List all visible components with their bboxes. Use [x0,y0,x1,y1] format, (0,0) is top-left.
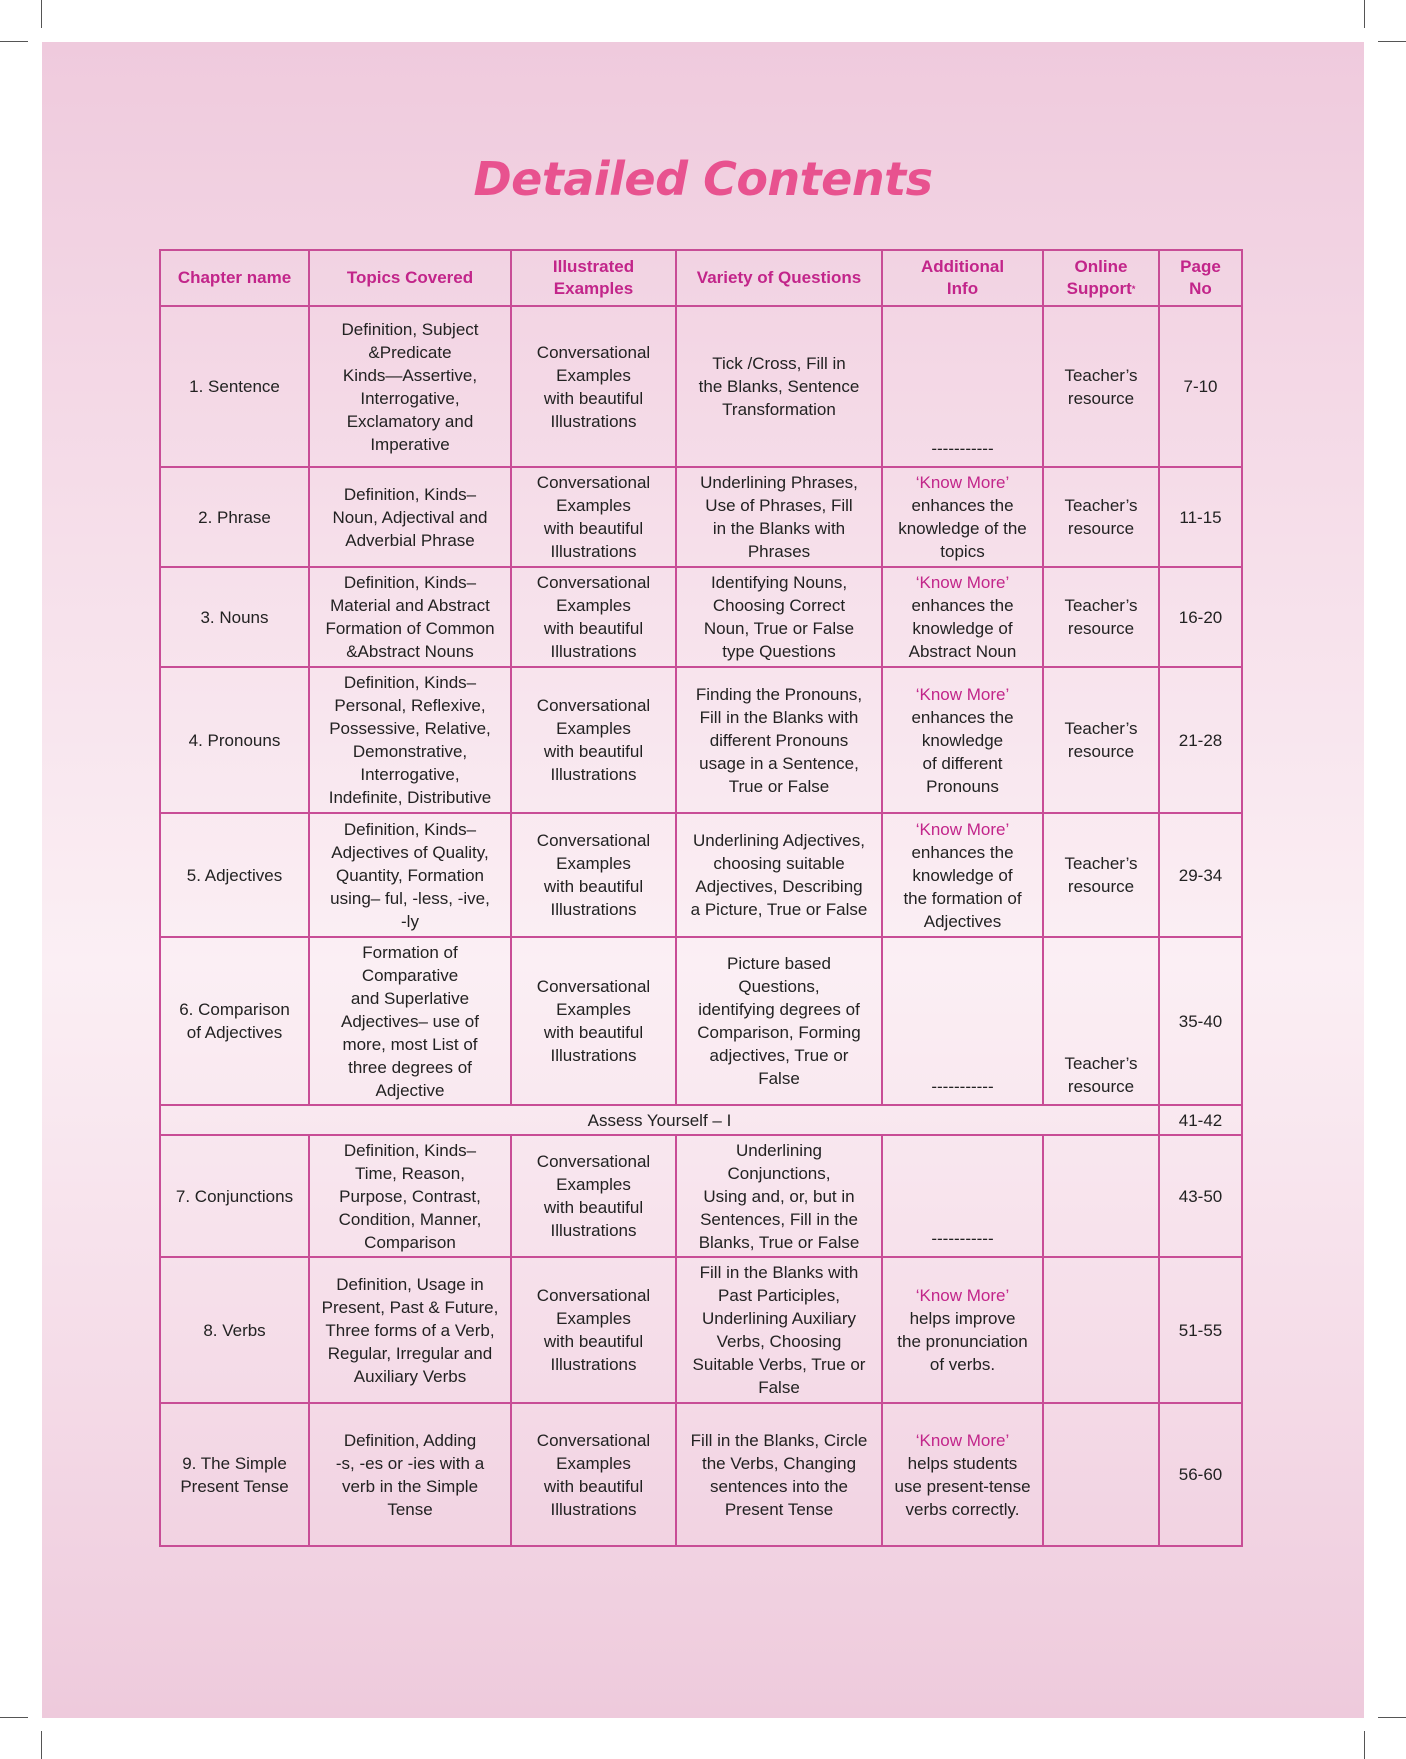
cell-line: with beautiful [543,388,644,408]
cell-line: 9. The Simple [182,1453,287,1473]
header-page [1159,250,1242,306]
additional-info-cell [882,667,1043,813]
cell-line: &Predicate [368,342,452,362]
header-illustrated [511,250,676,306]
cell-line: Conversational [536,342,651,362]
page-number-cell: 21-28 [1159,667,1242,813]
chapter-cell [160,567,309,667]
cell-line: 7. Conjunctions [175,1186,294,1206]
additional-info-cell [882,306,1043,467]
cell-line: Choosing Correct [712,596,846,615]
cell-line: resource [1067,519,1135,538]
cell-line: Teacher’s [1064,1054,1138,1073]
cell-line: adjectives, True or [709,1046,849,1065]
cell-line: Tense [387,1499,433,1519]
cell-line: Adjectives, Describing [695,877,863,896]
cell-line: Abstract Noun [908,642,1017,661]
examples-cell [511,567,676,667]
cell-line: Fill in the Blanks with [699,707,859,727]
cell-line: 4. Pronouns [188,730,281,750]
cell-line: Indefinite, Distributive [328,788,492,807]
cell-line: the formation of [903,888,1022,908]
cell-line: 1. Sentence [189,377,280,396]
cell-line: with beautiful [543,619,644,638]
cell-line: Picture based [727,954,831,973]
page-number-cell: 51-55 [1159,1257,1242,1403]
cell-line: Adjective [375,1080,445,1100]
cell-line: Illustrations [550,542,637,561]
cell-line: with beautiful [543,519,644,538]
crop-mark [1364,0,1365,28]
topics-cell [309,1257,511,1403]
cell-line: &Abstract Nouns [346,642,474,661]
cell-line: Examples [556,365,631,385]
examples-cell [511,937,676,1105]
cell-line: Conversational [536,473,651,492]
cell-line: different Pronouns [709,730,849,750]
cell-line: enhances the [911,707,1014,727]
online-support-cell [1043,467,1159,567]
additional-info-cell [882,813,1043,937]
cell-line: Interrogative, [360,765,460,784]
cell-line: Examples [556,1175,631,1194]
cell-line: with beautiful [543,1476,644,1496]
cell-line: Questions, [738,977,820,996]
cell-line: -s, -es or -ies with a [335,1453,485,1473]
assess-page: 41-42 [1159,1105,1242,1135]
chapter-row [160,1135,1242,1257]
cell-line: with beautiful [543,1332,644,1351]
crop-mark [0,1717,28,1718]
cell-line: Teacher’s [1064,854,1138,873]
cell-line: Imperative [370,434,450,454]
cell-line: Examples [556,1000,631,1019]
topics-cell [309,306,511,467]
cell-line: Underlining Auxiliary [701,1309,857,1328]
cell-line: Time, Reason, [355,1163,465,1183]
cell-line: topics [940,542,985,561]
cell-line: Conversational [536,977,651,996]
cell-line: False [758,1069,800,1088]
cell-line: 5. Adjectives [186,865,283,885]
page-number-cell: 7-10 [1159,306,1242,467]
examples-cell [511,667,676,813]
chapter-row [160,667,1242,813]
header-row [160,250,1242,306]
cell-line: verbs correctly. [905,1499,1020,1519]
chapter-row [160,1257,1242,1403]
know-more-label: ‘Know More’ [915,573,1010,592]
cell-line: Adjectives [923,911,1002,931]
cell-line: Definition, Kinds– [343,573,477,592]
cell-line: Definition, Subject [341,319,479,339]
cell-line: helps improve [909,1309,1016,1328]
know-more-label: ‘Know More’ [915,1430,1010,1450]
cell-line: -ly [401,911,419,931]
additional-info-cell [882,567,1043,667]
cell-line: Illustrations [550,411,637,431]
cell-line: Examples [556,854,631,873]
cell-line: Illustrations [550,642,637,661]
cell-line: Fill in the Blanks, Circle [690,1430,868,1450]
cell-line: Personal, Reflexive, [334,696,486,715]
online-support-cell [1043,813,1159,937]
cell-line: ----------- [931,1229,994,1248]
cell-line: Material and Abstract [330,596,490,615]
cell-line: Comparative [361,965,459,985]
cell-line: Adjectives– use of [341,1011,479,1031]
cell-line: identifying degrees of [698,1000,860,1019]
crop-mark [41,0,42,28]
examples-cell [511,1257,676,1403]
cell-line: three degrees of [348,1057,472,1077]
topics-cell [309,1403,511,1546]
cell-line: Conversational [536,1430,651,1450]
header-variety: Variety of Questions [676,250,882,306]
additional-info-cell [882,1135,1043,1257]
cell-line: Underlining Phrases, [700,473,858,492]
online-support-cell [1043,306,1159,467]
assess-label: Assess Yourself – I [160,1105,1159,1135]
cell-line: Identifying Nouns, [710,573,848,592]
questions-cell [676,1403,882,1546]
cell-line: type Questions [722,642,836,661]
cell-line: sentences into the [710,1476,848,1496]
cell-line: helps students [907,1453,1018,1473]
cell-line: resource [1067,619,1135,638]
cell-line: Noun, Adjectival and [332,507,488,527]
cell-line: False [758,1378,800,1397]
header-line: Additional [920,257,1005,276]
cell-line: Kinds—Assertive, [342,365,478,385]
cell-line: with beautiful [543,1198,644,1217]
cell-line: the Blanks, Sentence [698,377,860,396]
header-line: Page [1180,257,1221,276]
cell-line: Exclamatory and [346,411,474,431]
cell-line: Underlining [736,1140,822,1160]
cell-line: Teacher’s [1064,719,1138,738]
cell-line: enhances the [911,496,1014,515]
cell-line: knowledge [921,730,1004,750]
header-line: Illustrated [552,257,635,276]
page-number-cell: 43-50 [1159,1135,1242,1257]
cell-line: more, most List of [342,1034,478,1054]
cell-line: Possessive, Relative, [329,719,491,738]
cell-line: Transformation [722,400,836,419]
cell-line: Examples [556,496,631,515]
know-more-label: ‘Know More’ [915,684,1010,704]
questions-cell [676,667,882,813]
cell-line: Phrases [747,542,811,561]
cell-line: the pronunciation [897,1332,1028,1351]
chapter-row [160,1403,1242,1546]
cell-line: ----------- [931,439,994,458]
cell-line: in the Blanks with [712,519,846,538]
chapter-cell [160,937,309,1105]
cell-line: resource [1067,1077,1135,1096]
chapter-row [160,467,1242,567]
header-footnote-mark: * [1131,284,1136,294]
header-line: Support [1066,279,1132,298]
page-title: Detailed Contents [473,152,933,206]
cell-line: a Picture, True or False [690,900,868,919]
header-chapter: Chapter name [160,250,309,306]
cell-line: Definition, Kinds– [343,673,477,692]
cell-line: Underlining Adjectives, [693,831,865,850]
examples-cell [511,306,676,467]
topics-cell [309,937,511,1105]
page-number-cell: 56-60 [1159,1403,1242,1546]
crop-mark [1378,1717,1406,1718]
online-support-cell [1043,567,1159,667]
questions-cell [676,813,882,937]
cell-line: Verbs, Choosing [716,1332,842,1351]
chapter-cell [160,813,309,937]
cell-line: Definition, Kinds– [343,819,477,839]
cell-line: knowledge of [912,619,1013,638]
chapter-row [160,937,1242,1105]
cell-line: Fill in the Blanks with [699,1263,859,1282]
cell-line: the Verbs, Changing [701,1453,857,1473]
cell-line: Illustrations [550,765,637,784]
questions-cell [676,1257,882,1403]
cell-line: Purpose, Contrast, [339,1186,481,1206]
cell-line: Formation of Common [325,619,495,638]
cell-line: Present Tense [180,1476,289,1496]
page-number-cell: 16-20 [1159,567,1242,667]
cell-line: Comparison, Forming [697,1023,861,1042]
additional-info-cell [882,467,1043,567]
cell-line: Definition, Usage in [336,1274,484,1294]
crop-mark [1378,41,1406,42]
cell-line: use present-tense [894,1476,1031,1496]
cell-line: 8. Verbs [203,1320,266,1340]
cell-line: Illustrations [550,1221,637,1240]
questions-cell [676,1135,882,1257]
know-more-label: ‘Know More’ [915,819,1010,839]
page-number-cell: 35-40 [1159,937,1242,1105]
page-number-cell: 29-34 [1159,813,1242,937]
cell-line: Formation of [362,942,458,962]
chapter-cell [160,667,309,813]
cell-line: Examples [556,719,631,738]
cell-line: usage in a Sentence, [699,753,859,773]
cell-line: Teacher’s [1064,596,1138,615]
cell-line: Conversational [536,573,651,592]
questions-cell [676,467,882,567]
cell-line: 6. Comparison [179,1000,290,1019]
cell-line: Auxiliary Verbs [353,1366,467,1386]
crop-mark [0,41,28,42]
header-topics: Topics Covered [309,250,511,306]
cell-line: Three forms of a Verb, [325,1320,495,1340]
cell-line: Illustrations [550,1499,637,1519]
chapter-row [160,306,1242,467]
page-number-cell: 11-15 [1159,467,1242,567]
cell-line: Demonstrative, [352,742,468,761]
header-line: Info [946,279,979,298]
cell-line: Teacher’s [1064,365,1138,385]
additional-info-cell [882,1257,1043,1403]
cell-line: Comparison [364,1232,456,1252]
cell-line: with beautiful [543,1023,644,1042]
examples-cell [511,1403,676,1546]
topics-cell [309,813,511,937]
topics-cell [309,1135,511,1257]
online-support-cell [1043,1135,1159,1257]
cell-line: Examples [556,596,631,615]
cell-line: and Superlative [350,988,470,1008]
cell-line: Definition, Adding [343,1430,477,1450]
cell-line: of different [922,753,1003,773]
cell-line: Conversational [536,831,651,850]
online-support-cell [1043,1257,1159,1403]
header-online [1043,250,1159,306]
cell-line: Sentences, Fill in the [700,1209,858,1229]
cell-line: Illustrations [550,900,637,919]
examples-cell [511,1135,676,1257]
crop-mark [41,1731,42,1759]
chapter-cell [160,1257,309,1403]
topics-cell [309,467,511,567]
additional-info-cell [882,937,1043,1105]
assess-row [160,1105,1242,1135]
cell-line: Examples [556,1309,631,1328]
cell-line: Regular, Irregular and [327,1343,493,1363]
cell-line: Conversational [536,1152,651,1171]
cell-line: Present Tense [724,1499,834,1519]
chapter-cell [160,1135,309,1257]
online-support-cell [1043,667,1159,813]
cell-line: Conversational [536,1286,651,1305]
cell-line: Teacher’s [1064,496,1138,515]
header-additional [882,250,1043,306]
cell-line: enhances the [911,596,1014,615]
additional-info-cell [882,1403,1043,1546]
cell-line: resource [1067,877,1135,896]
online-support-cell [1043,1403,1159,1546]
cell-line: Adverbial Phrase [345,530,475,550]
cell-line: Illustrations [550,1355,637,1374]
know-more-label: ‘Know More’ [915,473,1010,492]
chapter-row [160,567,1242,667]
cell-line: using– ful, -less, -ive, [330,888,490,908]
cell-line: verb in the Simple [341,1476,479,1496]
cell-line: Quantity, Formation [335,865,485,885]
cell-line: Interrogative, [360,388,460,408]
chapter-row [160,813,1242,937]
examples-cell [511,467,676,567]
cell-line: choosing suitable [713,854,845,873]
cell-line: Tick /Cross, Fill in [712,354,846,373]
cell-line: Examples [556,1453,631,1473]
cell-line: Conjunctions, [727,1163,831,1183]
cell-line: with beautiful [543,742,644,761]
topics-cell [309,667,511,813]
examples-cell [511,813,676,937]
cell-line: with beautiful [543,877,644,896]
crop-mark [1364,1731,1365,1759]
cell-line: Finding the Pronouns, [695,684,863,704]
cell-line: Past Participles, [718,1286,840,1305]
cell-line: ----------- [931,1077,994,1096]
cell-line: enhances the [911,842,1014,862]
cell-line: Suitable Verbs, True or [692,1355,866,1374]
cell-line: Present, Past & Future, [321,1297,499,1317]
cell-line: Pronouns [926,776,999,796]
header-line: Examples [553,279,634,298]
topics-cell [309,567,511,667]
cell-line: Use of Phrases, Fill [705,496,853,515]
chapter-cell [160,306,309,467]
cell-line: Conversational [536,696,651,715]
questions-cell [676,937,882,1105]
cell-line: Definition, Kinds– [343,484,477,504]
questions-cell [676,306,882,467]
cell-line: Illustrations [550,1046,637,1065]
cell-line: of verbs. [929,1355,996,1374]
chapter-cell [160,467,309,567]
cell-line: Adjectives of Quality, [331,842,489,862]
cell-line: knowledge of [912,865,1013,885]
contents-table [159,249,1243,1547]
online-support-cell [1043,937,1159,1105]
header-line: Online [1074,257,1128,276]
chapter-cell [160,1403,309,1546]
questions-cell [676,567,882,667]
cell-line: Blanks, True or False [698,1232,860,1252]
cell-line: 2. Phrase [198,507,271,527]
cell-line: of Adjectives [186,1023,283,1042]
cell-line: True or False [728,776,830,796]
cell-line: knowledge of the [898,519,1027,538]
cell-line: resource [1067,742,1135,761]
cell-line: resource [1067,388,1135,408]
cell-line: Definition, Kinds– [343,1140,477,1160]
cell-line: Noun, True or False [703,619,855,638]
know-more-label: ‘Know More’ [915,1286,1010,1305]
cell-line: 3. Nouns [200,607,269,627]
cell-line: Using and, or, but in [703,1186,855,1206]
header-line: No [1189,279,1212,298]
cell-line: Condition, Manner, [338,1209,482,1229]
